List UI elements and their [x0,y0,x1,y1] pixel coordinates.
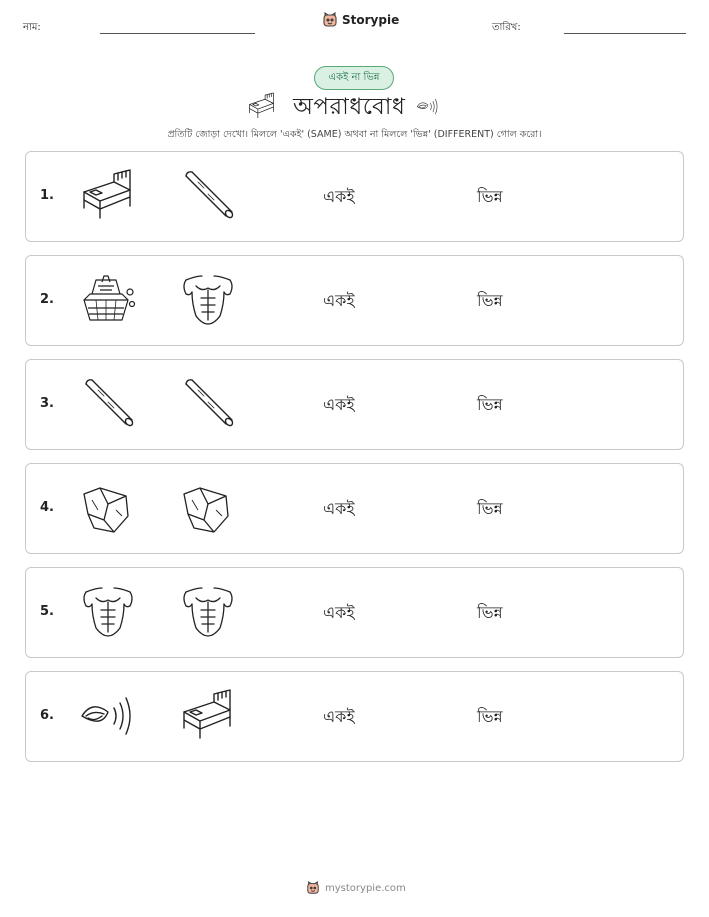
bed-icon [78,168,138,226]
bed-icon [178,688,238,746]
same-option[interactable]: একই [323,707,355,726]
row-number: 1. [40,188,54,203]
exercise-row [25,151,684,242]
bed-icon [245,92,279,122]
title-row [245,90,475,124]
exercise-row [25,463,684,554]
row-number: 6. [40,708,54,723]
same-option[interactable]: একই [323,603,355,622]
torso-icon [78,584,138,642]
storypie-logo-icon [322,12,338,28]
exercise-row [25,671,684,762]
brand-name: Storypie [342,13,400,27]
exercise-row [25,255,684,346]
torso-icon [178,584,238,642]
same-option[interactable]: একই [323,187,355,206]
stick-icon [178,168,238,226]
name-label: নাম: [23,22,41,33]
different-option[interactable]: ভিন্ন [477,603,503,622]
row-number: 5. [40,604,54,619]
different-option[interactable]: ভিন্ন [477,499,503,518]
different-option[interactable]: ভিন্ন [477,291,503,310]
torso-icon [178,272,238,330]
same-option[interactable]: একই [323,395,355,414]
toolbox-icon [78,272,138,330]
exercise-row [25,359,684,450]
different-option[interactable]: ভিন্ন [477,395,503,414]
rock-icon [178,480,238,538]
footer [306,881,406,895]
name-line[interactable] [100,33,255,34]
same-option[interactable]: একই [323,291,355,310]
rock-icon [78,480,138,538]
worksheet-header [0,0,709,40]
brand [322,12,399,28]
stick-icon [78,376,138,434]
different-option[interactable]: ভিন্ন [477,707,503,726]
date-label: তারিখ: [492,22,521,33]
row-number: 2. [40,292,54,307]
footer-url: mystorypie.com [325,882,406,894]
instructions: প্রতিটি জোড়া দেখো। মিললে 'একই' (SAME) অথবা না মিললে 'ভিন্ন' (DIFFERENT) গোল করো। [167,129,542,140]
category-badge: একই না ভিন্ন [314,66,394,90]
date-line[interactable] [564,33,686,34]
row-number: 4. [40,500,54,515]
different-option[interactable]: ভিন্ন [477,187,503,206]
stick-icon [178,376,238,434]
exercise-row [25,567,684,658]
mouth-sound-icon [78,688,138,746]
row-number: 3. [40,396,54,411]
storypie-logo-icon [306,881,320,895]
page-title: অপরাধবোধ [293,93,406,120]
same-option[interactable]: একই [323,499,355,518]
mouth-sound-icon [415,95,441,119]
